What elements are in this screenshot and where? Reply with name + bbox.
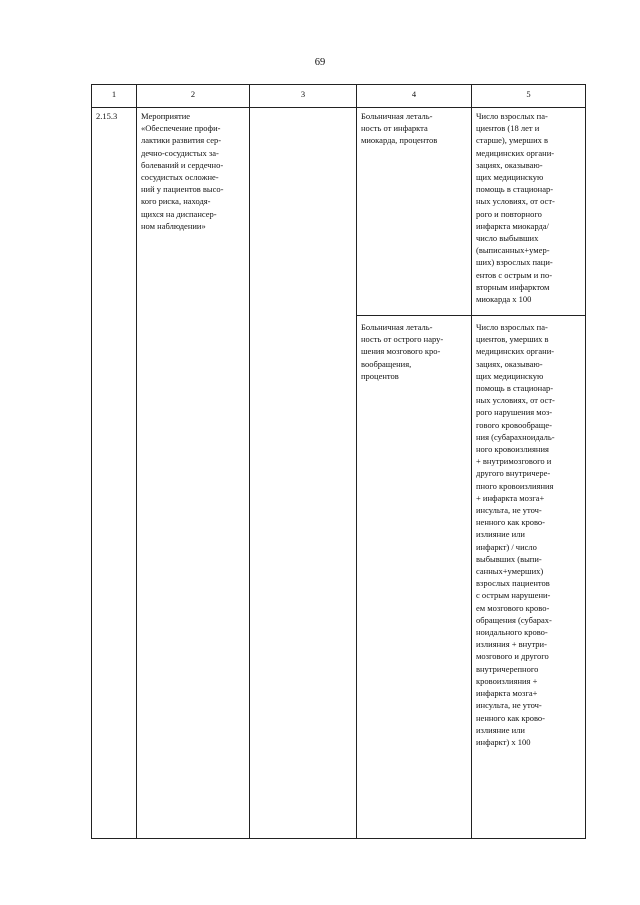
column3-cell <box>250 108 357 839</box>
column-header-4: 4 <box>357 85 472 108</box>
table-header-row <box>92 85 586 108</box>
column-header-1: 1 <box>92 85 137 108</box>
indicator-formula-cell: Число взрослых па- циентов, умерших в медицинских органи- зациях, оказываю- щих медицинскую помощь в стационар- ных условиях, от ост- рого нарушения моз- гового кровообраще- ния (субарахноидаль- ного кровоизлияния + внутримозгового и другого внутричере- пного кровоизлияния + инфаркта мозга+ инсульта, не уточ- ненного как крово- излияние или инфаркт) / число выбывших (выпи- санных+умерших) взрослых пациентов с острым нарушени- ем мозгового крово- обращения (субарах- ноидального крово- излияния + внутри- мозгового и другого внутричерепного кровоизлияния + инфаркта мозга+ инсульта, не уточ- ненного как крово- излияние или инфаркт) х 100 <box>472 316 586 839</box>
column-header-5: 5 <box>472 85 586 108</box>
row-number-cell: 2.15.3 <box>92 108 137 839</box>
column-header-2: 2 <box>137 85 250 108</box>
table-row <box>92 108 586 316</box>
indicator-table <box>91 84 586 839</box>
activity-cell: Мероприятие «Обеспечение профи- лактики развития сер- дечно-сосудистых за- болеваний и сердечно- сосудистых осложне- ний у пациентов высо- кого риска, находя- щихся на диспансер- ном наблюдении» <box>137 108 250 839</box>
indicator-name-cell: Больничная леталь- ность от острого нару- шения мозгового кро- вообращения, процентов <box>357 316 472 839</box>
column-header-3: 3 <box>250 85 357 108</box>
page-number: 69 <box>314 57 326 68</box>
indicator-formula-cell: Число взрослых па- циентов (18 лет и старше), умерших в медицинских органи- зациях, оказываю- щих медицинскую помощь в стационар- ных условиях, от ост- рого и повторного инфаркта миокарда/ число выбывших (выписанных+умер- ших) взрослых паци- ентов с острым и по- вторным инфарктом миокарда х 100 <box>472 108 586 316</box>
indicator-name-cell: Больничная леталь- ность от инфаркта миокарда, процентов <box>357 108 472 316</box>
